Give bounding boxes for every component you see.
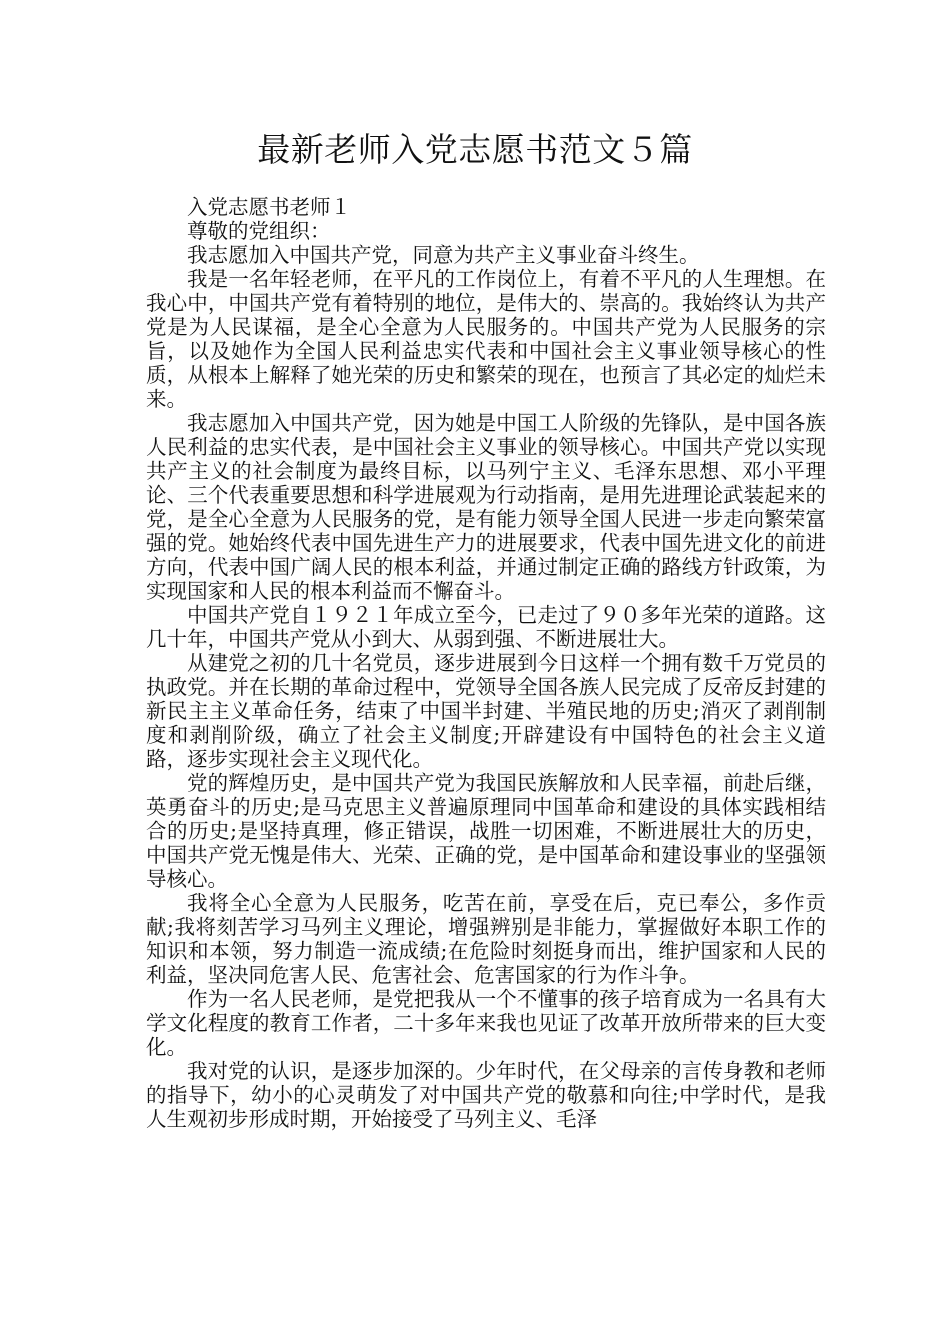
paragraph: 从建党之初的几十名党员，逐步进展到今日这样一个拥有数千万党员的执政党。并在长期的革命过程中，党领导全国各族人民完成了反帝反封建的新民主主义革命任务，结束了中国半封建、半殖民地的历史;消灭了剥削制度和剥削阶级，确立了社会主义制度;开辟建设有中国特色的社会主义道路，逐步实现社会主义现代化。 <box>146 651 826 771</box>
paragraph: 我志愿加入中国共产党，因为她是中国工人阶级的先锋队，是中国各族人民利益的忠实代表，是中国社会主义事业的领导核心。中国共产党以实现共产主义的社会制度为最终目标，以马列宁主义、毛泽东思想、邓小平理论、三个代表重要思想和科学进展观为行动指南，是用先进理论武装起来的党，是全心全意为人民服务的党，是有能力领导全国人民进一步走向繁荣富强的党。她始终代表中国先进生产力的进展要求，代表中国先进文化的前进方向，代表中国广阔人民的根本利益，并通过制定正确的路线方针政策，为实现国家和人民的根本利益而不懈奋斗。 <box>146 411 826 603</box>
section-heading: 入党志愿书老师１ <box>187 195 351 219</box>
salutation: 尊敬的党组织： <box>187 219 331 243</box>
document-title: 最新老师入党志愿书范文５篇 <box>257 130 693 169</box>
paragraph: 我志愿加入中国共产党，同意为共产主义事业奋斗终生。 <box>187 243 700 267</box>
paragraph: 中国共产党自１９２１年成立至今，已走过了９０多年光荣的道路。这几十年，中国共产党从小到大、从弱到强、不断进展壮大。 <box>146 603 826 651</box>
paragraph: 作为一名人民老师，是党把我从一个不懂事的孩子培育成为一名具有大学文化程度的教育工作者，二十多年来我也见证了改革开放所带来的巨大变化。 <box>146 987 826 1059</box>
paragraph: 我是一名年轻老师，在平凡的工作岗位上，有着不平凡的人生理想。在我心中，中国共产党有着特别的地位，是伟大的、崇高的。我始终认为共产党是为人民谋福，是全心全意为人民服务的。中国共产党为人民服务的宗旨，以及她作为全国人民利益忠实代表和中国社会主义事业领导核心的性质，从根本上解释了她光荣的历史和繁荣的现在，也预言了其必定的灿烂未来。 <box>146 267 826 411</box>
paragraph: 党的辉煌历史，是中国共产党为我国民族解放和人民幸福，前赴后继，英勇奋斗的历史;是马克思主义普遍原理同中国革命和建设的具体实践相结合的历史;是坚持真理，修正错误，战胜一切困难，不断进展壮大的历史，中国共产党无愧是伟大、光荣、正确的党，是中国革命和建设事业的坚强领导核心。 <box>146 771 826 891</box>
document-body <box>146 195 826 1131</box>
paragraph: 我将全心全意为人民服务，吃苦在前，享受在后，克已奉公，多作贡献;我将刻苦学习马列主义理论，增强辨别是非能力，掌握做好本职工作的知识和本领，努力制造一流成绩;在危险时刻挺身而出，维护国家和人民的利益，坚决同危害人民、危害社会、危害国家的行为作斗争。 <box>146 891 826 987</box>
paragraph: 我对党的认识，是逐步加深的。少年时代，在父母亲的言传身教和老师的指导下，幼小的心灵萌发了对中国共产党的敬慕和向往;中学时代，是我人生观初步形成时期，开始接受了马列主义、毛泽 <box>146 1059 826 1131</box>
